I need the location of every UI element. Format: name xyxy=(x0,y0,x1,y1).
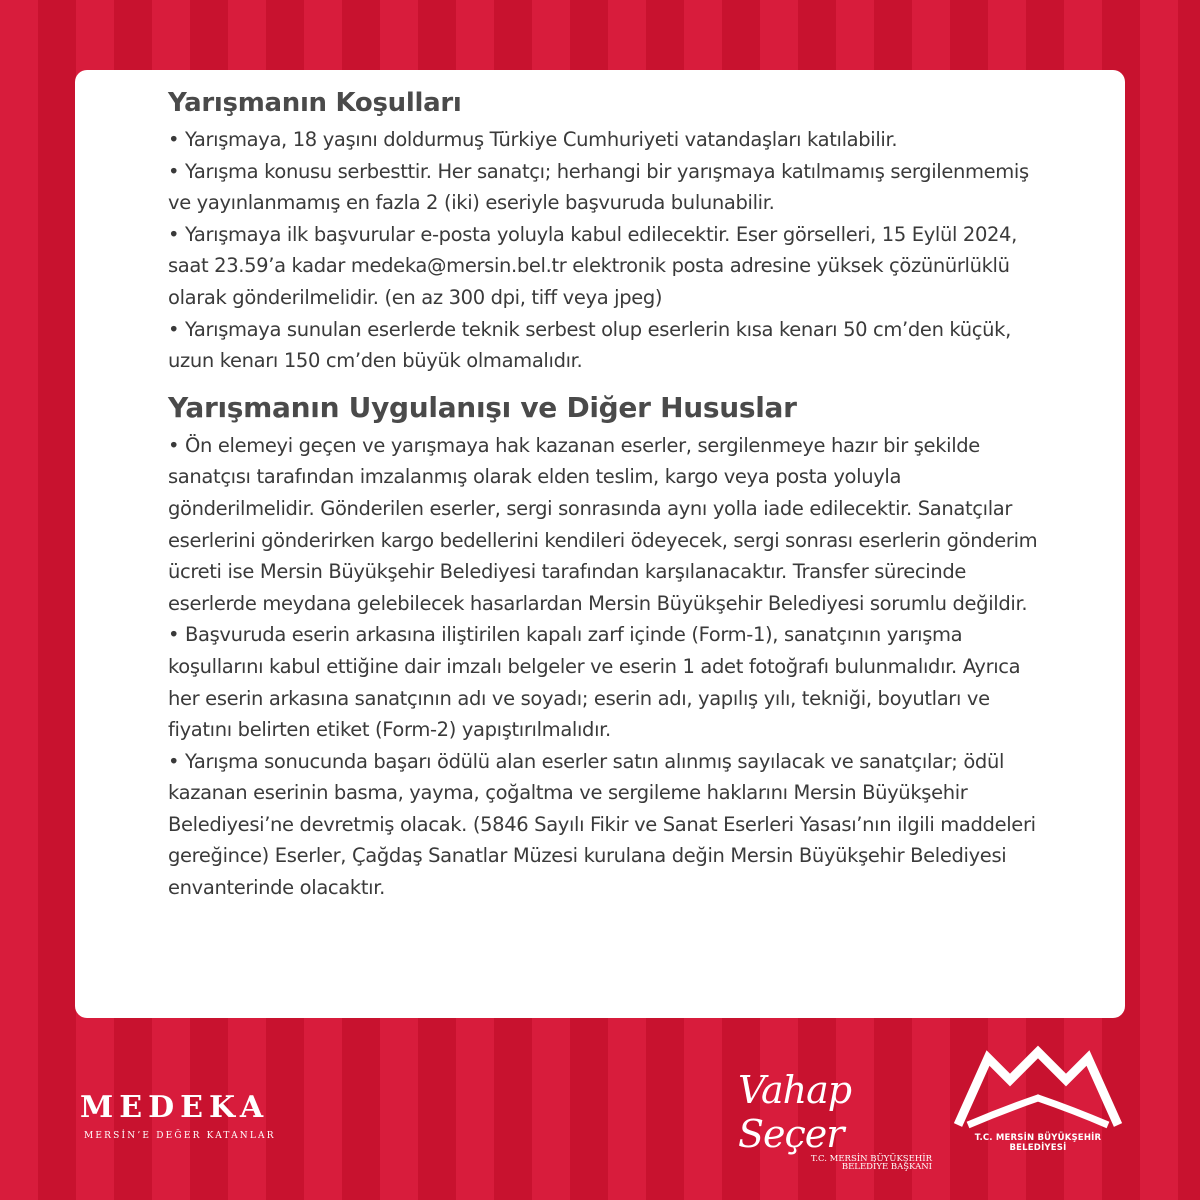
medeka-tagline: MERSİN’E DEĞER KATANLAR xyxy=(84,1131,276,1141)
footer xyxy=(0,1040,1200,1200)
mayor-signature-block xyxy=(738,1068,938,1172)
mayor-signature: Vahap Seçer xyxy=(738,1068,852,1156)
conditions-item-3: • Yarışmaya ilk başvurular e-posta yoluyla kabul edilecektir. Eser görselleri, 15 Eylül 2024, saat 23.59’a kadar medeka@mersin.bel.tr elektronik posta adresine yüksek çözünürlüklü olarak gönderilmelidir. (en az 300 dpi, tiff veya jpeg) xyxy=(168,222,1017,309)
medeka-logo-word: MEDEKA xyxy=(80,1090,270,1125)
municipality-name: T.C. MERSİN BÜYÜKŞEHİR BELEDİYESİ xyxy=(974,1133,1102,1153)
conditions-item-4: • Yarışmaya sunulan eserlerde teknik serbest olup eserlerin kısa kenarı 50 cm’den küçük, uzun kenarı 150 cm’den büyük olmamalıdır. xyxy=(168,317,1011,373)
section-title-implementation: Yarışmanın Uygulanışı ve Diğer Hususlar xyxy=(168,390,797,424)
medeka-logo xyxy=(80,1090,276,1141)
municipality-mountain-icon xyxy=(948,1040,1128,1135)
content-card xyxy=(75,70,1125,1018)
implementation-item-1: • Ön elemeyi geçen ve yarışmaya hak kazanan eserler, sergilenmeye hazır bir şekilde sanatçısı tarafından imzalanmış olarak elden teslim, kargo veya posta yoluyla gönderilmelidir. Gönderilen eserler, sergi sonrasında aynı yolla iade edilecektir. Sanatçılar eserlerini gönderirken kargo bedellerini kendileri ödeyecek, sergi sonrası eserlerin gönderim ücreti ise Mersin Büyükşehir Belediyesi tarafından karşılanacaktır. Transfer sürecinde eserlerde meydana gelebilecek hasarlardan Mersin Büyükşehir Belediyesi sorumlu değildir. xyxy=(168,433,1038,615)
mayor-title-line-2: BELEDİYE BAŞKANI xyxy=(841,1162,932,1172)
implementation-item-2: • Başvuruda eserin arkasına iliştirilen kapalı zarf içinde (Form-1), sanatçının yarışma koşullarını kabul ettiğine dair imzalı belgeler ve eserin 1 adet fotoğrafı bulunmalıdır. Ayrıca her eserin arkasına sanatçının adı ve soyadı; eserin adı, yapılış yılı, tekniği, boyutları ve fiyatını belirten etiket (Form-2) yapıştırılmalıdır. xyxy=(168,623,1021,742)
municipality-logo xyxy=(948,1040,1128,1153)
implementation-item-3: • Yarışma sonucunda başarı ödülü alan eserler satın alınmış sayılacak ve sanatçılar; ödül kazanan eserinin basma, yayma, çoğaltma ve sergileme haklarını Mersin Büyükşehir Belediyesi’ne devretmiş olacak. (5846 Sayılı Fikir ve Sanat Eserleri Yasası’nın ilgili maddeleri gereğince) Eserler, Çağdaş Sanatlar Müzesi kurulana değin Mersin Büyükşehir Belediyesi envanterinde olacaktır. xyxy=(168,749,1036,900)
conditions-item-2: • Yarışma konusu serbesttir. Her sanatçı; herhangi bir yarışmaya katılmamış sergilenmemiş ve yayınlanmamış en fazla 2 (iki) eseriyle başvuruda bulunabilir. xyxy=(168,159,1029,215)
mayor-title-line-1: T.C. MERSİN BÜYÜKŞEHİR xyxy=(810,1154,932,1164)
section-title-conditions: Yarışmanın Koşulları xyxy=(168,88,462,118)
conditions-item-1: • Yarışmaya, 18 yaşını doldurmuş Türkiye Cumhuriyeti vatandaşları katılabilir. xyxy=(168,128,898,151)
